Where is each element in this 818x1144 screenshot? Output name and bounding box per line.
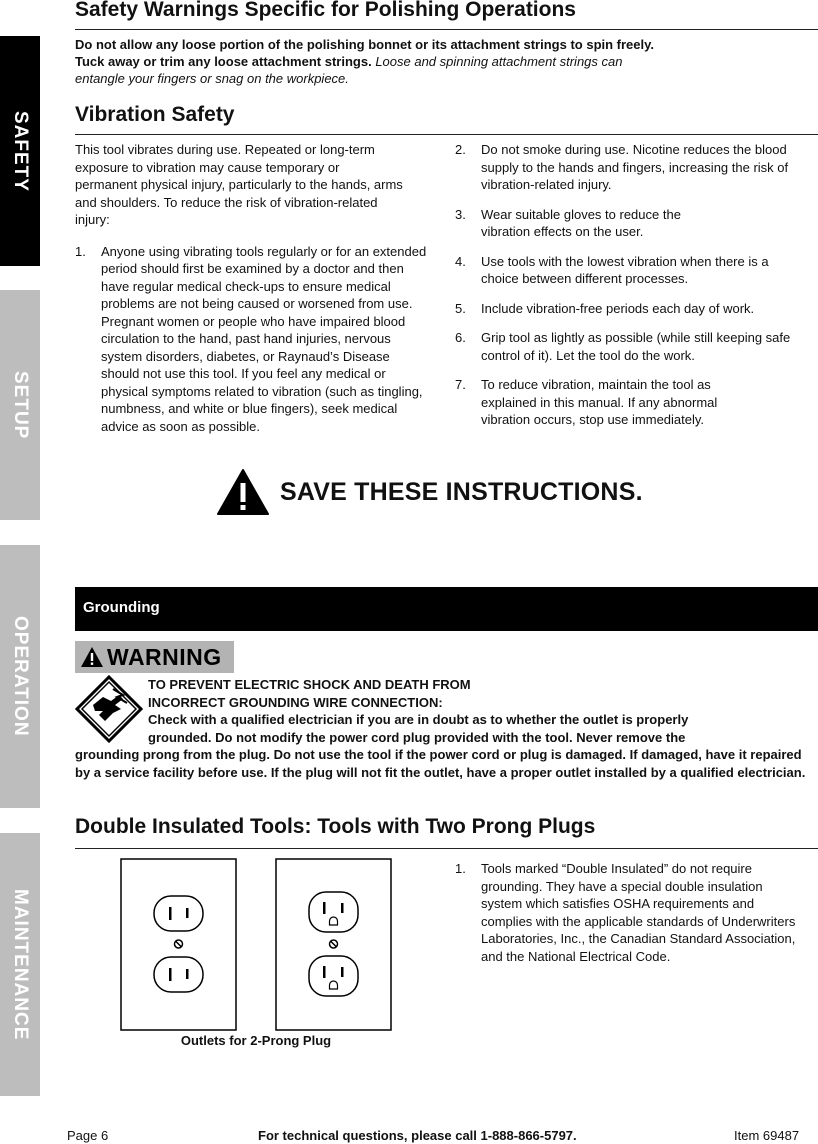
support-phone: For technical questions, please call 1-888-866-5797.	[258, 1128, 577, 1143]
list-number: 4.	[455, 253, 466, 269]
vibration-intro: This tool vibrates during use. Repeated or long-term exposure to vibration may cause temporary or permanent physical injury, particularly to the hands, arms and shoulders. To reduce the risk of vibration-related injury:	[75, 142, 403, 227]
heading-rule	[75, 848, 818, 849]
list-number: 1.	[455, 861, 466, 876]
list-text: Grip tool as lightly as possible (while still keeping safe control of it). Let the tool do the work.	[481, 330, 791, 363]
double-insulated-heading: Double Insulated Tools: Tools with Two Prong Plugs	[75, 815, 596, 838]
polishing-heading: Safety Warnings Specific for Polishing Operations	[75, 0, 576, 21]
list-item	[455, 329, 805, 364]
grounding-line: TO PREVENT ELECTRIC SHOCK AND DEATH FROM	[148, 677, 471, 692]
warning-triangle-icon	[216, 468, 270, 516]
list-text: Wear suitable gloves to reduce the vibration effects on the user.	[481, 206, 681, 239]
vibration-right-column	[455, 141, 805, 441]
list-number: 1.	[75, 243, 86, 259]
tab-setup[interactable]	[0, 290, 40, 520]
grounding-rest: grounding prong from the plug. Do not use the tool if the power cord or plug is damaged. If damaged, have it repaired by a service facility before use. If the plug will not fit the outlet, have a proper outlet installed by a qualified electrician.	[75, 747, 806, 780]
tab-safety[interactable]	[0, 36, 40, 266]
list-item	[75, 243, 427, 436]
list-item	[455, 141, 805, 194]
tab-operation[interactable]	[0, 545, 40, 808]
tab-operation-label: OPERATION	[10, 616, 31, 737]
list-text: Do not smoke during use. Nicotine reduces the blood supply to the hands and fingers, increasing the risk of vibration-related injury.	[481, 142, 789, 192]
warning-triangle-icon	[80, 646, 104, 668]
list-text: Use tools with the lowest vibration when there is a choice between different processes.	[481, 253, 769, 286]
tab-maintenance[interactable]	[0, 833, 40, 1096]
polishing-warning-italic: Loose and spinning attachment strings can entangle your fingers or snag on the workpiece.	[75, 54, 623, 86]
tab-maintenance-label: MAINTENANCE	[10, 888, 31, 1041]
grounding-warning-text	[75, 676, 818, 781]
list-item	[455, 376, 765, 429]
vibration-heading: Vibration Safety	[75, 103, 235, 126]
page-number: Page 6	[67, 1128, 109, 1143]
warning-label: WARNING	[107, 643, 222, 670]
list-text: Include vibration-free periods each day of work.	[481, 300, 755, 316]
item-number: Item 69487	[734, 1128, 800, 1143]
list-number: 5.	[455, 300, 466, 316]
save-instructions-label: SAVE THESE INSTRUCTIONS.	[280, 477, 643, 506]
list-text: Anyone using vibrating tools regularly or for an extended period should first be examined by a doctor and then have regular medical check-ups to ensure medical problems are not being caused or worsened from use. Pregnant women or people who have impaired blood circulation to the hand, past hand injuries, nervous system disorders, diabetes, or Raynaud’s Disease should not use this tool. If you feel any medical or physical symptoms related to vibration (such as tingling, numbness, and white or blue fingers), seek medical advice as soon as possible.	[101, 243, 427, 434]
tab-safety-label: SAFETY	[10, 110, 31, 192]
outlet-plate-right	[276, 859, 391, 1030]
heading-rule	[75, 29, 818, 30]
grounding-line: INCORRECT GROUNDING WIRE CONNECTION:	[148, 694, 443, 710]
outlet-plate-left	[121, 859, 236, 1030]
vibration-left-column	[75, 141, 427, 447]
outlets-caption: Outlets for 2-Prong Plug	[180, 1033, 332, 1048]
grounding-header	[75, 587, 818, 631]
grounding-title: Grounding	[83, 599, 160, 616]
outlets-illustration	[120, 858, 392, 1032]
warning-badge	[75, 641, 234, 673]
list-number: 2.	[455, 142, 466, 157]
grounding-line: grounded. Do not modify the power cord plug provided with the tool. Never remove the	[148, 729, 686, 745]
list-number: 3.	[455, 206, 466, 222]
list-number: 6.	[455, 330, 466, 345]
list-item	[455, 860, 800, 965]
list-text: Tools marked “Double Insulated” do not require grounding. They have a special double insulation system which satisfies OSHA requirements and complies with the applicable standards of Underwriters Laboratories, Inc., the Canadian Standard Association, and the National Electrical Code.	[481, 861, 796, 964]
heading-rule	[75, 134, 818, 135]
list-item	[455, 253, 795, 288]
polishing-warning-bold: Do not allow any loose portion of the polishing bonnet or its attachment strings to spin freely. Tuck away or trim any loose attachment strings.	[75, 37, 655, 69]
save-instructions	[216, 468, 643, 516]
list-item	[455, 300, 805, 318]
tab-setup-label: SETUP	[10, 370, 31, 440]
list-item	[455, 206, 695, 241]
polishing-warning	[75, 36, 655, 87]
list-text: To reduce vibration, maintain the tool as explained in this manual. If any abnormal vibration occurs, stop use immediately.	[481, 377, 718, 427]
grounding-line: Check with a qualified electrician if you are in doubt as to whether the outlet is properly	[148, 712, 689, 727]
list-number: 7.	[455, 377, 466, 392]
